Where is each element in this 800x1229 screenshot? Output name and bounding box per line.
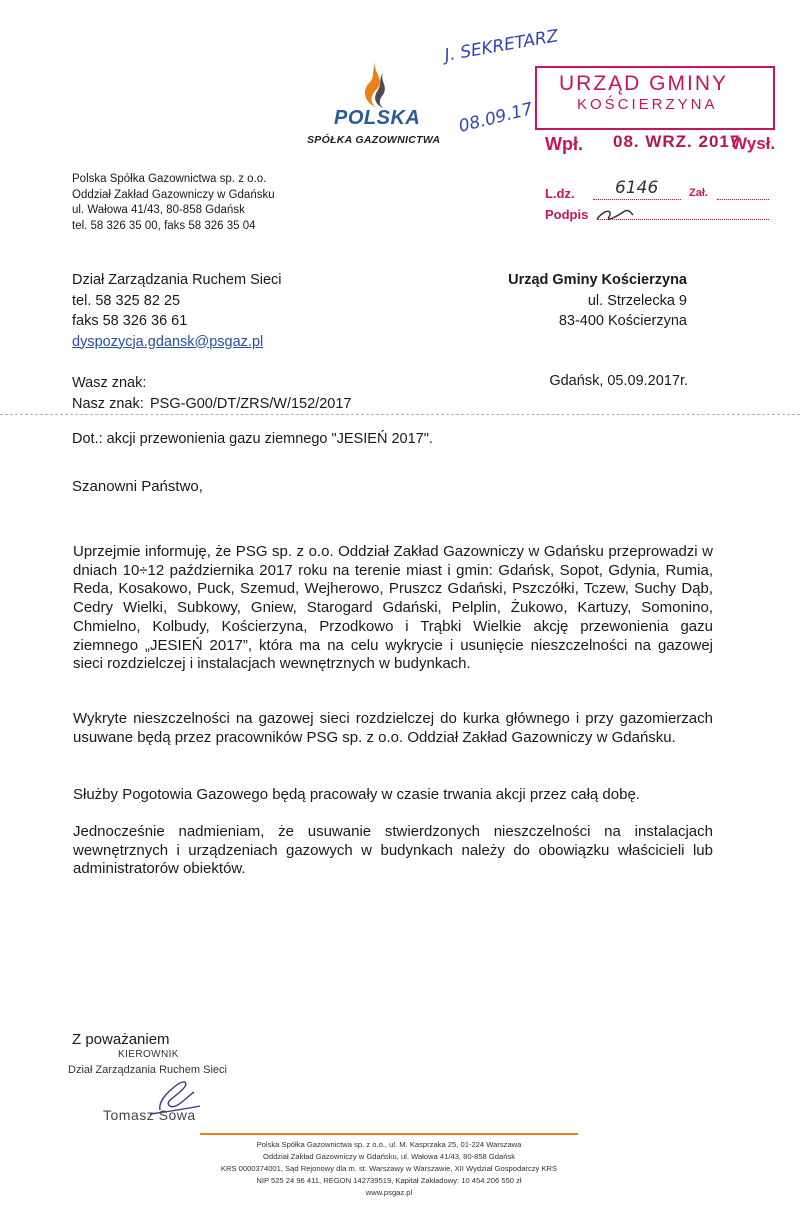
department-email-link[interactable]: dyspozycja.gdansk@psgaz.pl (72, 333, 264, 350)
footer-accent-line (200, 1133, 578, 1135)
stamp-ldz-number: 6146 (615, 178, 659, 198)
salutation: Szanowni Państwo, (72, 478, 203, 495)
signatory-department: Dział Zarządzania Ruchem Sieci (68, 1064, 227, 1076)
body-paragraph: Wykryte nieszczelności na gazowej sieci rozdzielczej do kurka głównego i przy gazomierzach usuwane będą przez pracowników PSG sp. z o.o. Oddział Zakład Gazowniczy w Gdańsku. (73, 710, 713, 746)
place-and-date: Gdańsk, 05.09.2017r. (549, 373, 688, 389)
body-paragraph: Jednocześnie nadmieniam, że usuwanie stwierdzonych nieszczelności na instalacjach wewnętrznych i urządzeniach gazowych w budynkach należy do obowiązku właścicieli lub administratorów obiektów. (73, 823, 713, 878)
our-reference-label: Nasz znak: (72, 395, 144, 412)
stamp-attachments-dotted-line (717, 199, 769, 200)
company-footer (160, 1139, 618, 1199)
stamp-title: URZĄD GMINY (559, 72, 728, 95)
recipient-street: ul. Strzelecka 9 (587, 292, 687, 309)
body-paragraph: Służby Pogotowia Gazowego będą pracowały w czasie trwania akcji przez całą dobę. (73, 786, 640, 803)
your-reference-label: Wasz znak: (72, 375, 147, 391)
department-contact (72, 270, 282, 352)
registry-stamp (535, 66, 775, 226)
fold-dashed-line (0, 414, 800, 415)
stamp-attachments-label: Zał. (689, 187, 708, 199)
signatory-name: Tomasz Sowa (103, 1107, 196, 1123)
stamp-received-label: Wpł. (545, 134, 583, 154)
recipient-address (508, 270, 687, 332)
footer-line: Polska Spółka Gazownictwa sp. z o.o., ul. M. Kasprzaka 25, 01-224 Warszawa (256, 1140, 522, 1149)
company-logo-flame-icon (358, 58, 394, 110)
signatory-title: KIEROWNIK (118, 1049, 179, 1060)
footer-line: NIP 525 24 96 411, REGON 142739519, Kapitał Zakładowy: 10 454 206 550 zł (256, 1176, 522, 1185)
handwritten-department-note: J. SEKRETARZ (443, 26, 560, 66)
footer-website: www.psgaz.pl (365, 1188, 413, 1197)
recipient-name: Urząd Gminy Kościerzyna (508, 272, 687, 288)
letter-subject: Dot.: akcji przewonienia gazu ziemnego "JESIEŃ 2017". (72, 431, 433, 447)
stamp-received-date: 08. WRZ. 2017 (613, 132, 741, 151)
closing-regards: Z poważaniem (72, 1031, 170, 1048)
footer-line: KRS 0000374001, Sąd Rejonowy dla m. st. Warszawy w Warszawie, XII Wydział Gospodarczy KRS (220, 1164, 558, 1173)
company-logo-name: POLSKA (334, 107, 421, 129)
department-tel: tel. 58 325 82 25 (72, 292, 181, 309)
stamp-ldz-dotted-line (593, 199, 681, 200)
sender-line: ul. Wałowa 41/43, 80-858 Gdańsk (72, 204, 245, 216)
body-paragraph: Uprzejmie informuję, że PSG sp. z o.o. Oddział Zakład Gazowniczy w Gdańsku przeprowadzi w dniach 10÷12 października 2017 roku na terenie miast i gmin: Gdańsk, Sopot, Gdynia, Rumia, Reda, Kosakowo, Puck, Szemud, Wejherowo, Pruszcz Gdański, Pszczółki, Tczew, Suchy Dąb, Cedry Wielki, Subkowy, Gniew, Starogard Gdański, Pelplin, Żukowo, Kartuzy, Somonino, Chmielno, Kolbudy, Kościerzyna, Przodkowo i Trąbki Wielkie akcję przewonienia gazu ziemnego „JESIEŃ 2017”, która ma na celu wykrycie i usunięcie nieszczelności na gazowej sieci rozdzielczej i instalacjach wewnętrznych w budynkach. (73, 543, 713, 673)
our-reference-value: PSG-G00/DT/ZRS/W/152/2017 (150, 395, 352, 412)
sender-line: Polska Spółka Gazownictwa sp. z o.o. (72, 173, 267, 185)
sender-address (72, 172, 275, 234)
sender-line: tel. 58 326 35 00, faks 58 326 35 04 (72, 219, 256, 232)
recipient-city: 83-400 Kościerzyna (558, 313, 687, 329)
stamp-ldz-label: L.dz. (545, 186, 575, 201)
reference-numbers (72, 373, 351, 414)
footer-line: Oddział Zakład Gazowniczy w Gdańsku, ul. Wałowa 41/43, 80-858 Gdańsk (262, 1152, 516, 1161)
company-logo-subtitle: SPÓŁKA GAZOWNICTWA (307, 134, 441, 146)
stamp-initial-scribble-icon (595, 205, 635, 225)
department-name: Dział Zarządzania Ruchem Sieci (72, 272, 282, 288)
stamp-signature-label: Podpis (545, 207, 589, 222)
department-fax: faks 58 326 36 61 (72, 313, 188, 329)
sender-line: Oddział Zakład Gazowniczy w Gdańsku (72, 188, 275, 201)
stamp-sent-label: Wysł. (731, 134, 776, 153)
stamp-town: KOŚCIERZYNA (577, 96, 718, 113)
handwritten-date-note: 08.09.17 (456, 99, 535, 137)
